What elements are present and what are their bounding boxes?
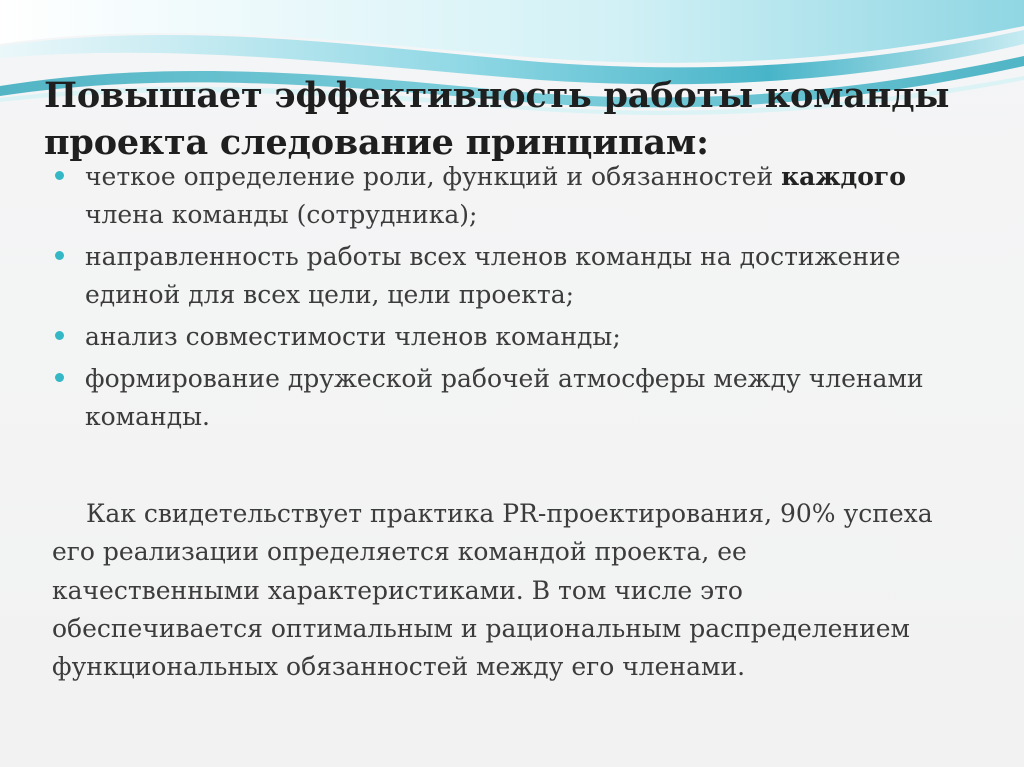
bullet-text-part: четкое определение роли, функций и обязанностей bbox=[85, 162, 782, 191]
bullet-item-compatibility bbox=[52, 318, 982, 356]
bullet-item-atmosphere bbox=[52, 360, 982, 436]
bullet-emphasis: каждого bbox=[781, 162, 906, 191]
bullet-dot-icon bbox=[55, 251, 64, 260]
bullet-item-goal bbox=[52, 238, 982, 314]
body-paragraph: Как свидетельствует практика PR-проектирования, 90% успеха его реализации определяется командой проекта, ее качественными характеристиками. В том числе это обеспечивается оптимальным и рациональным распределением функциональных обязанностей между его членами. bbox=[52, 499, 933, 682]
bullet-text-part: члена команды (сотрудника); bbox=[85, 200, 478, 229]
bullet-list bbox=[52, 158, 982, 440]
bullet-dot-icon bbox=[55, 171, 64, 180]
bullet-text bbox=[85, 162, 906, 229]
bullet-dot-icon bbox=[55, 331, 64, 340]
bullet-text: направленность работы всех членов команды на достижение единой для всех цели, цели проекта; bbox=[85, 242, 901, 309]
bullet-dot-icon bbox=[55, 373, 64, 382]
bullet-text: анализ совместимости членов команды; bbox=[85, 322, 621, 351]
slide-title: Повышает эффективность работы команды проекта следование принципам: bbox=[44, 75, 950, 163]
bullet-item-roles bbox=[52, 158, 982, 234]
bullet-text: формирование дружеской рабочей атмосферы между членами команды. bbox=[85, 364, 924, 431]
